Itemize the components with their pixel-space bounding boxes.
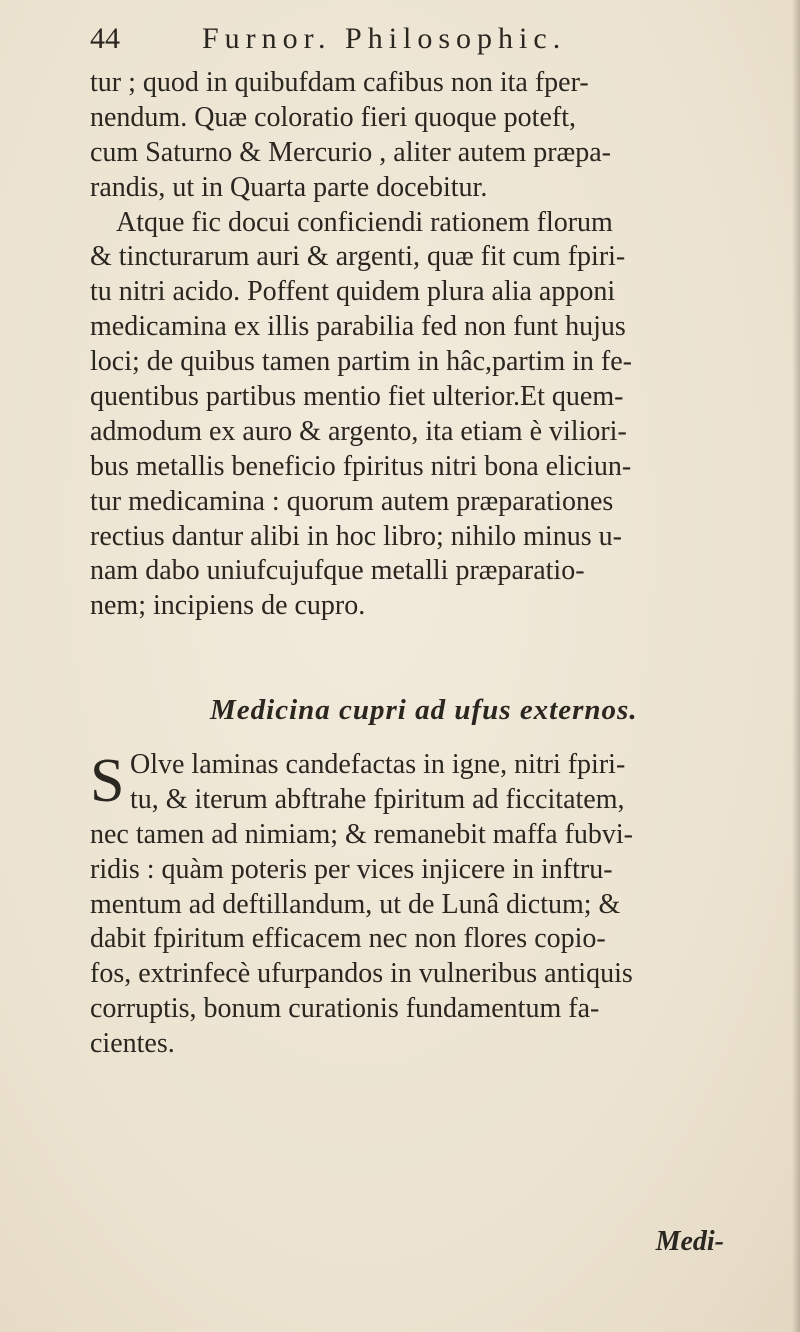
medicina-cupri-text (90, 748, 770, 1062)
text-line: nec tamen ad nimiam; & remanebit maffa fubvi- (90, 818, 633, 850)
drop-cap: S (90, 747, 125, 815)
text-line: cum Saturno & Mercurio , aliter autem præpa- (90, 136, 611, 168)
text-line: fos, extrinfecè ufurpandos in vulneribus antiquis (90, 958, 633, 990)
page-number: 44 (90, 22, 120, 55)
running-head: Furnor. Philosophic. (202, 22, 567, 55)
page-header (90, 18, 730, 68)
text-line: dabit fpiritum efficacem nec non flores copio- (90, 923, 606, 955)
text-line: nem; incipiens de cupro. (90, 590, 366, 622)
text-line: mentum ad deftillandum, ut de Lunâ dictum; & (90, 888, 621, 920)
text-line: tur ; quod in quibufdam cafibus non ita fper- (90, 67, 589, 98)
text-line: quentibus partibus mentio fiet ulterior.Et quem- (90, 381, 624, 413)
text-line: nam dabo uniufcujufque metalli præparatio- (90, 555, 585, 587)
text-line: cientes. (90, 1028, 175, 1060)
paragraph-flores-tincturae (90, 206, 770, 625)
text-line: medicamina ex illis parabilia fed non funt hujus (90, 311, 626, 343)
catchword: Medi- (655, 1226, 724, 1257)
text-line: tur medicamina : quorum autem præparationes (90, 485, 614, 517)
text-line: loci; de quibus tamen partim in hâc,partim in fe- (90, 346, 632, 378)
main-text (90, 66, 770, 624)
text-line: randis, ut in Quarta parte docebitur. (90, 171, 488, 203)
section-heading: Medicina cupri ad ufus externos. (210, 694, 638, 726)
text-line: admodum ex auro & argento, ita etiam è viliori- (90, 415, 627, 447)
text-line: nendum. Quæ coloratio fieri quoque poteft, (90, 101, 576, 133)
text-line: Atque fic docui conficiendi rationem florum (116, 206, 613, 238)
text-line: Olve laminas candefactas in igne, nitri fpiri- (130, 749, 626, 780)
paragraph-continued (90, 66, 770, 206)
text-line: & tincturarum auri & argenti, quæ fit cum fpiri- (90, 241, 626, 273)
text-line: bus metallis beneficio fpiritus nitri bona eliciun- (90, 450, 632, 482)
text-line: corruptis, bonum curationis fundamentum fa- (90, 993, 600, 1025)
text-line: tu nitri acido. Poffent quidem plura alia apponi (90, 276, 616, 308)
page-edge-shadow (792, 0, 800, 1332)
text-line: rectius dantur alibi in hoc libro; nihilo minus u- (90, 520, 622, 552)
text-line: tu, & iterum abftrahe fpiritum ad ficcitatem, (130, 783, 625, 815)
text-line: ridis : quàm poteris per vices injicere in inftru- (90, 853, 613, 885)
